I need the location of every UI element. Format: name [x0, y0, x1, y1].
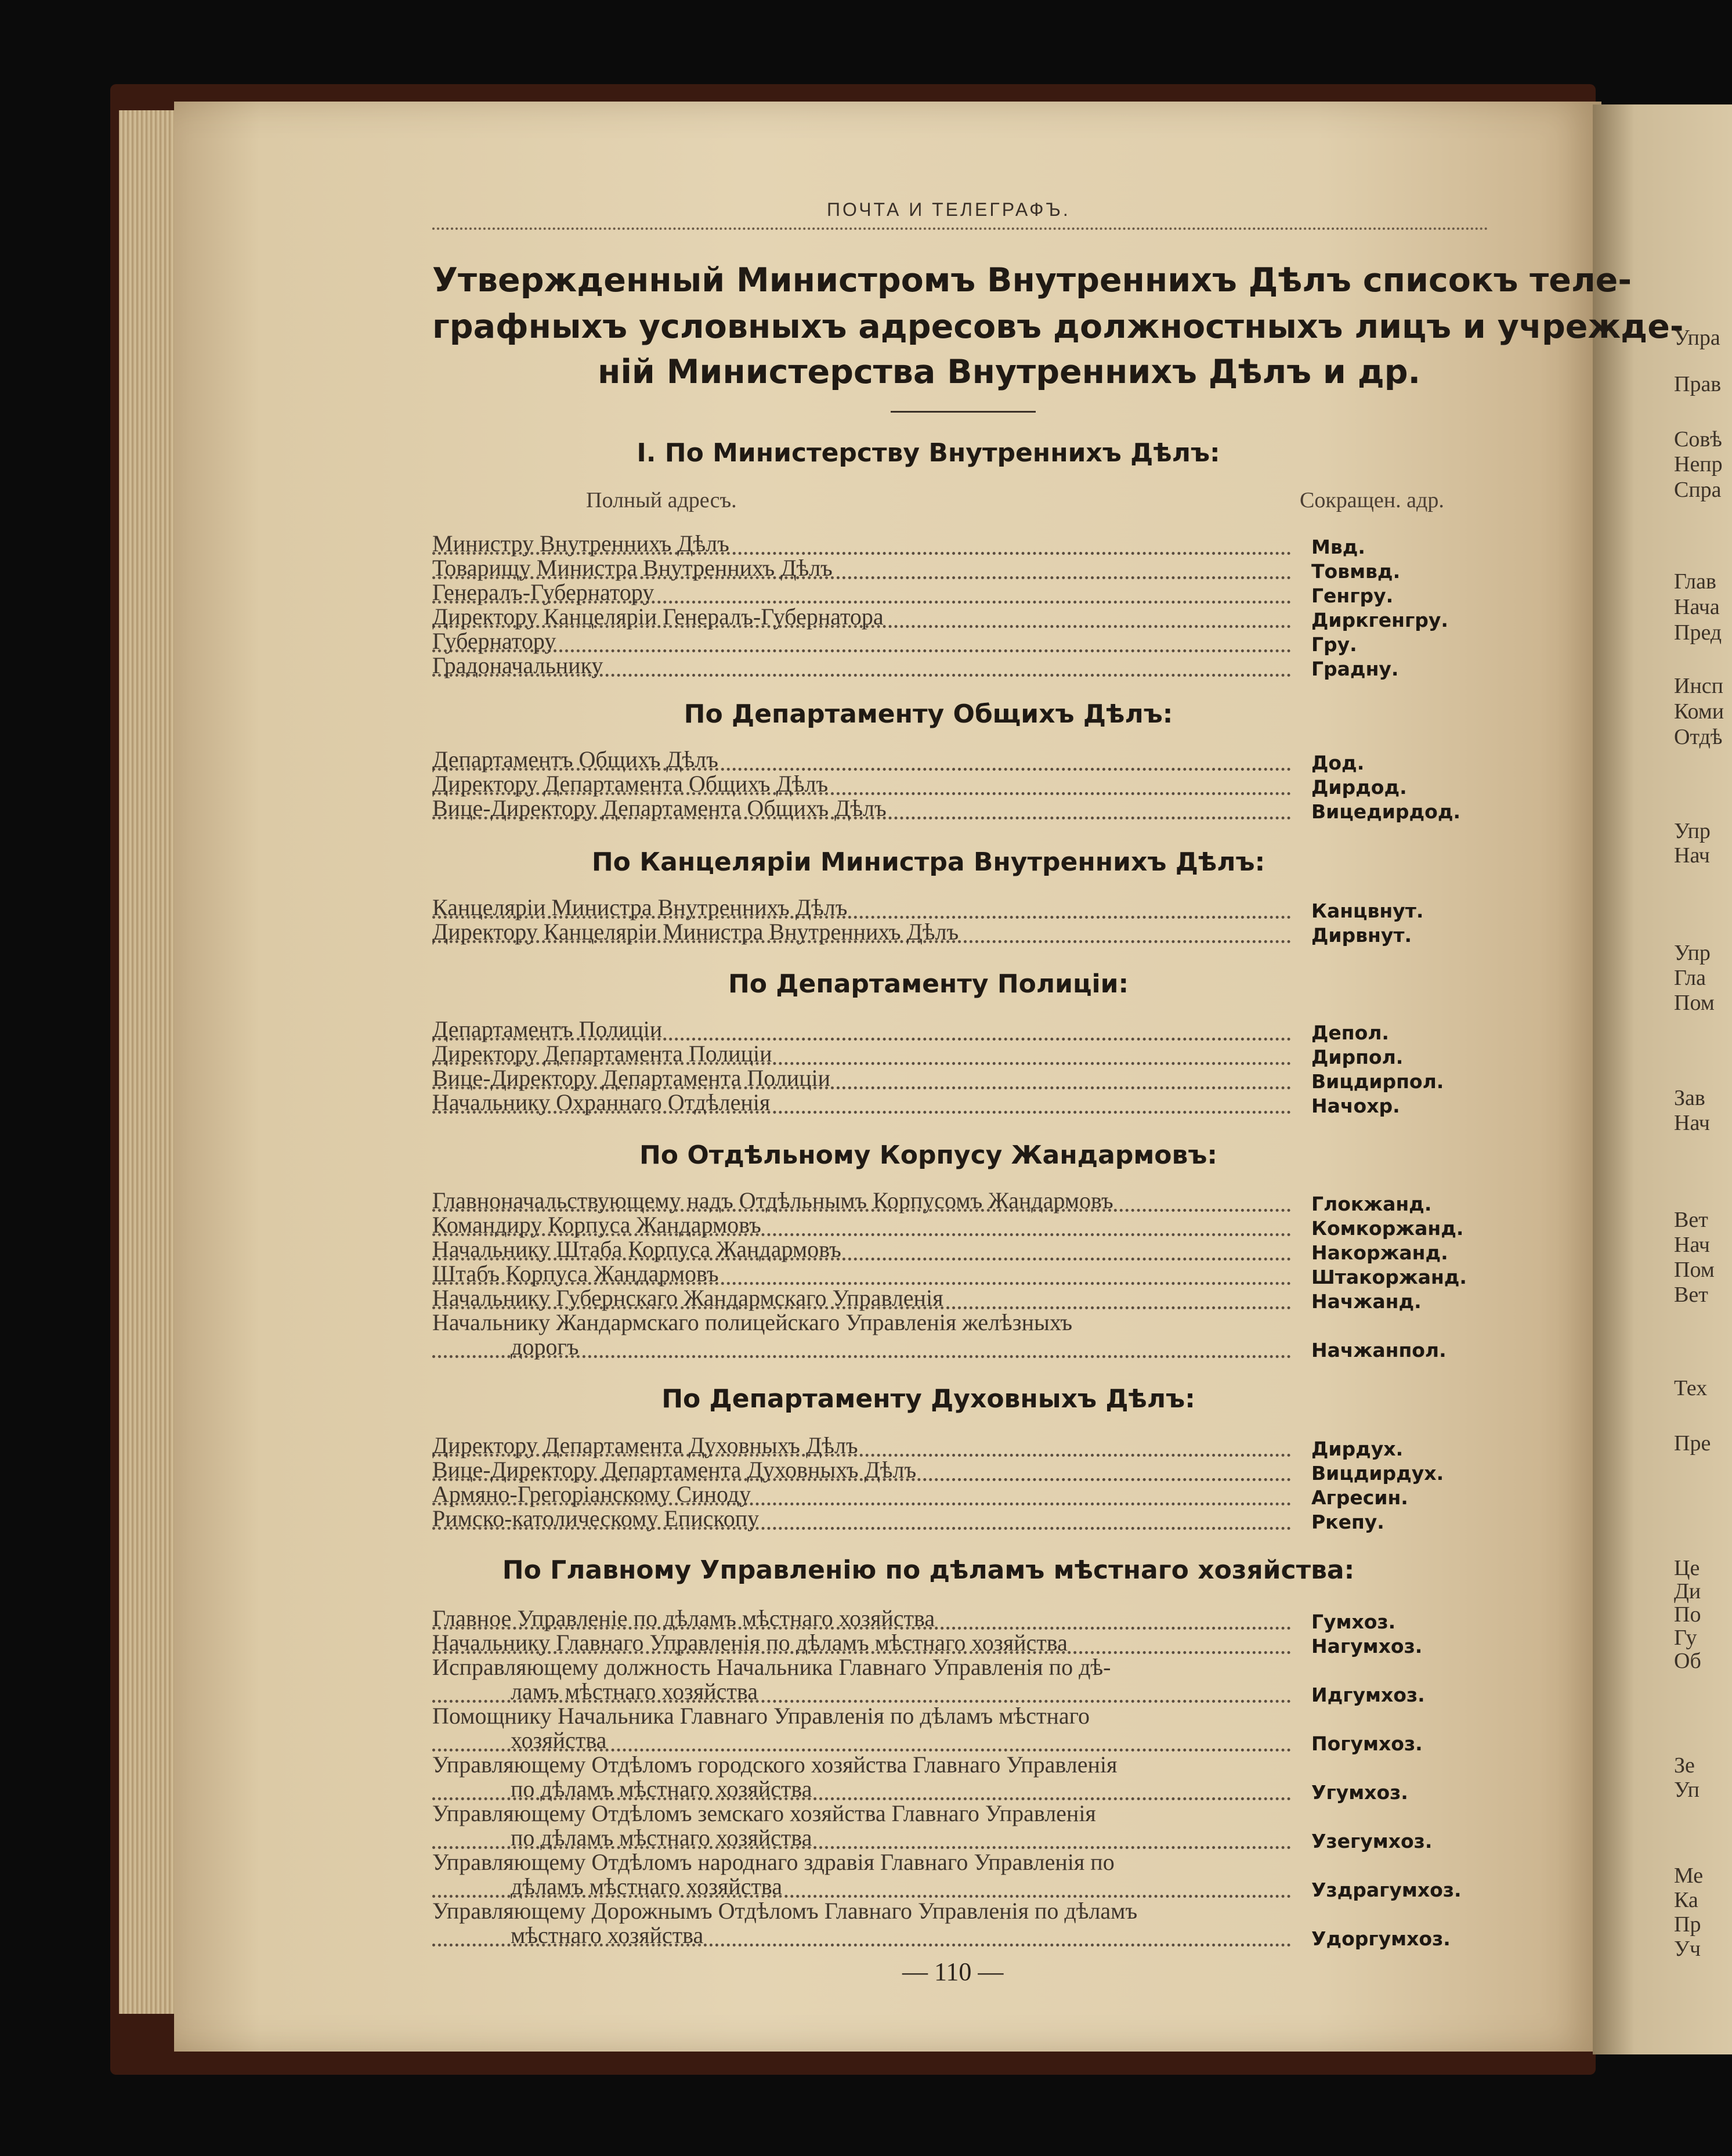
short-address: Уздрагумхоз.	[1311, 1879, 1462, 1901]
short-address: Вицдирпол.	[1311, 1070, 1444, 1093]
next-page-fragment: Ка	[1674, 1888, 1698, 1912]
address-row	[432, 921, 1471, 947]
address-row	[432, 1089, 1471, 1117]
section-heading: По Департаменту Полиціи:	[728, 969, 1129, 999]
next-page-fragment: Совѣ	[1674, 427, 1722, 452]
next-page-fragment: Нач	[1674, 843, 1710, 868]
address-row	[432, 606, 1471, 631]
short-address: Дирдод.	[1311, 776, 1407, 799]
address-row	[432, 1309, 1471, 1337]
page-number: — 110 —	[902, 1958, 1004, 1986]
next-page-fragment: Об	[1674, 1649, 1701, 1673]
next-page-fragment: Коми	[1674, 699, 1724, 724]
short-address: Вицедирдод.	[1311, 800, 1461, 823]
next-page-fragment: Нача	[1674, 595, 1720, 619]
next-page-fragment: Тех	[1674, 1376, 1708, 1400]
full-address: Начальнику Штаба Корпуса Жандармовъ	[432, 1236, 841, 1262]
next-page-fragment: Ме	[1674, 1864, 1704, 1888]
full-address: Генералъ-Губернатору	[432, 579, 655, 605]
section-heading: По Канцеляріи Министра Внутреннихъ Дѣлъ:	[591, 847, 1265, 877]
short-address: Комкоржанд.	[1311, 1217, 1464, 1240]
short-address: Угумхоз.	[1311, 1781, 1408, 1804]
full-address: Градоначальнику	[432, 652, 603, 678]
short-address: Идгумхоз.	[1311, 1684, 1425, 1706]
short-address: Погумхоз.	[1311, 1732, 1423, 1755]
short-address: Вицдирдух.	[1311, 1462, 1444, 1485]
title-line-2: графныхъ условныхъ адресовъ должностныхъ лицъ и учрежде-	[432, 308, 1684, 346]
short-address: Диркгенгру.	[1311, 609, 1448, 631]
title-line-1: Утвержденный Министромъ Внутреннихъ Дѣлъ списокъ теле-	[432, 261, 1632, 299]
short-address: Товмвд.	[1311, 560, 1401, 583]
full-address: Командиру Корпуса Жандармовъ	[432, 1212, 761, 1238]
full-address: Штабъ Корпуса Жандармовъ	[432, 1261, 719, 1287]
next-page-fragment: Нач	[1674, 1111, 1710, 1135]
full-address: Начальнику Главнаго Управленія по дѣламъ мѣстнаго хозяйства	[432, 1630, 1068, 1656]
short-address: Начжанпол.	[1311, 1339, 1447, 1362]
full-address: Начальнику Охраннаго Отдѣленія	[432, 1089, 771, 1115]
short-address: Депол.	[1311, 1021, 1389, 1044]
address-row	[432, 1505, 1471, 1533]
short-address: Гумхоз.	[1311, 1610, 1396, 1633]
full-address: Вице-Директору Департамента Полиціи	[432, 1065, 831, 1091]
full-address: Директору Канцеляріи Министра Внутреннихъ Дѣлъ	[432, 919, 959, 945]
short-address: Накоржанд.	[1311, 1241, 1448, 1264]
column-header-short: Сокращен. адр.	[1300, 488, 1444, 512]
running-header: ПОЧТА И ТЕЛЕГРАФЪ.	[827, 199, 1071, 220]
full-address: Департаментъ Общихъ Дѣлъ	[432, 746, 718, 772]
section-heading: По Департаменту Общихъ Дѣлъ:	[684, 699, 1173, 729]
next-page-fragment: Прав	[1674, 372, 1722, 396]
full-address: Помощнику Начальника Главнаго Управленія по дѣламъ мѣстнаго	[432, 1703, 1090, 1729]
short-address: Дирдух.	[1311, 1438, 1404, 1460]
full-address: дорогъ	[511, 1334, 579, 1360]
short-address: Дирпол.	[1311, 1046, 1404, 1068]
column-header-full: Полный адресъ.	[586, 488, 737, 512]
next-page-fragment: Вет	[1674, 1283, 1708, 1307]
section-heading: I. По Министерству Внутреннихъ Дѣлъ:	[637, 438, 1220, 468]
full-address: Римско-католическому Епископу	[432, 1505, 760, 1532]
full-address: Управляющему Отдѣломъ земскаго хозяйства Главнаго Управленія	[432, 1800, 1096, 1826]
next-page-fragment: Це	[1674, 1556, 1700, 1580]
short-address: Начжанд.	[1311, 1290, 1422, 1313]
full-address: Канцеляріи Министра Внутреннихъ Дѣлъ	[432, 894, 848, 920]
address-row	[432, 652, 1471, 680]
short-address: Генгру.	[1311, 584, 1394, 607]
section-heading: По Департаменту Духовныхъ Дѣлъ:	[661, 1384, 1195, 1414]
short-address: Агресин.	[1311, 1486, 1408, 1509]
next-page-fragment: Нач	[1674, 1233, 1710, 1257]
next-page-fragment: Гу	[1674, 1626, 1697, 1650]
short-address: Нагумхоз.	[1311, 1635, 1423, 1657]
next-page-fragment: Пр	[1674, 1912, 1701, 1937]
next-page-edge	[1593, 104, 1732, 2054]
short-address: Мвд.	[1311, 536, 1365, 558]
full-address: дѣламъ мѣстнаго хозяйства	[511, 1873, 783, 1899]
full-address: Департаментъ Полиціи	[432, 1016, 663, 1042]
next-page-fragment: Глав	[1674, 569, 1716, 594]
title-divider	[891, 411, 1036, 413]
short-address: Дирвнут.	[1311, 924, 1412, 947]
address-row	[432, 797, 1471, 823]
full-address: Управляющему Отдѣломъ городского хозяйства Главнаго Управленія	[432, 1751, 1118, 1778]
next-page-fragment: Упр	[1674, 819, 1711, 843]
full-address: Директору Департамента Общихъ Дѣлъ	[432, 771, 829, 797]
next-page-fragment: Ди	[1674, 1579, 1701, 1604]
full-address: Исправляющему должность Начальника Главнаго Управленія по дѣ-	[432, 1654, 1111, 1680]
next-page-fragment: Зе	[1674, 1753, 1695, 1778]
full-address: Директору Департамента Полиціи	[432, 1041, 772, 1067]
full-address: Вице-Директору Департамента Общихъ Дѣлъ	[432, 795, 887, 821]
address-row	[432, 1924, 1471, 1950]
full-address: Министру Внутреннихъ Дѣлъ	[432, 530, 729, 557]
next-page-fragment: Уч	[1674, 1937, 1701, 1961]
next-page-fragment: По	[1674, 1602, 1701, 1627]
full-address: Главное Управленіе по дѣламъ мѣстнаго хозяйства	[432, 1605, 935, 1631]
full-address: Товарищу Министра Внутреннихъ Дѣлъ	[432, 555, 833, 581]
full-address: мѣстнаго хозяйства	[511, 1922, 704, 1948]
full-address: Армяно-Грегоріанскому Синоду	[432, 1481, 751, 1507]
section-heading: По Отдѣльному Корпусу Жандармовъ:	[639, 1140, 1218, 1170]
short-address: Штакоржанд.	[1311, 1266, 1467, 1288]
short-address: Канцвнут.	[1311, 900, 1424, 922]
full-address: по дѣламъ мѣстнаго хозяйства	[511, 1825, 812, 1851]
short-address: Удоргумхоз.	[1311, 1927, 1451, 1950]
full-address: Управляющему Отдѣломъ народнаго здравія Главнаго Управленія по	[432, 1849, 1115, 1875]
next-page-fragment: Отдѣ	[1674, 725, 1723, 749]
next-page-fragment: Вет	[1674, 1208, 1708, 1232]
full-address: хозяйства	[511, 1727, 607, 1753]
full-address: Главноначальствующему надъ Отдѣльнымъ Корпусомъ Жандармовъ	[432, 1187, 1113, 1214]
section-heading: По Главному Управленію по дѣламъ мѣстнаго хозяйства:	[502, 1555, 1355, 1585]
address-row	[432, 1336, 1471, 1362]
next-page-fragment: Гла	[1674, 966, 1706, 990]
short-address: Гру.	[1311, 633, 1357, 656]
short-address: Узегумхоз.	[1311, 1830, 1433, 1852]
full-address: по дѣламъ мѣстнаго хозяйства	[511, 1776, 812, 1802]
next-page-fragment: Пред	[1674, 620, 1722, 645]
full-address: Начальнику Жандармскаго полицейскаго Управленія желѣзныхъ	[432, 1309, 1073, 1335]
next-page-fragment: Упр	[1674, 941, 1711, 965]
next-page-fragment: Непр	[1674, 452, 1723, 476]
header-rule	[432, 227, 1488, 230]
full-address: Директору Канцеляріи Генералъ-Губернатора	[432, 604, 884, 630]
next-page-fragment: Инсп	[1674, 674, 1723, 698]
short-address: Ркепу.	[1311, 1511, 1384, 1533]
next-page-fragment: Упра	[1674, 326, 1720, 350]
next-page-fragment: Пре	[1674, 1431, 1711, 1456]
full-address: Директору Департамента Духовныхъ Дѣлъ	[432, 1432, 858, 1458]
short-address: Глокжанд.	[1311, 1193, 1432, 1215]
short-address: Начохр.	[1311, 1095, 1400, 1117]
next-page-fragment: Спра	[1674, 478, 1722, 502]
next-page-fragment: Уп	[1674, 1778, 1700, 1802]
full-address: Начальнику Губернскаго Жандармскаго Управленія	[432, 1285, 943, 1311]
next-page-fragment: Пом	[1674, 1258, 1715, 1282]
next-page-fragment: Пом	[1674, 991, 1715, 1015]
full-address: Управляющему Дорожнымъ Отдѣломъ Главнаго Управленія по дѣламъ	[432, 1898, 1138, 1924]
full-address: Вице-Директору Департамента Духовныхъ Дѣлъ	[432, 1457, 917, 1483]
short-address: Дод.	[1311, 752, 1365, 774]
full-address: Губернатору	[432, 628, 556, 654]
full-address: ламъ мѣстнаго хозяйства	[511, 1678, 758, 1704]
title-line-3: ній Министерства Внутреннихъ Дѣлъ и др.	[598, 353, 1421, 391]
short-address: Градну.	[1311, 658, 1399, 680]
next-page-fragment: Зав	[1674, 1086, 1705, 1110]
